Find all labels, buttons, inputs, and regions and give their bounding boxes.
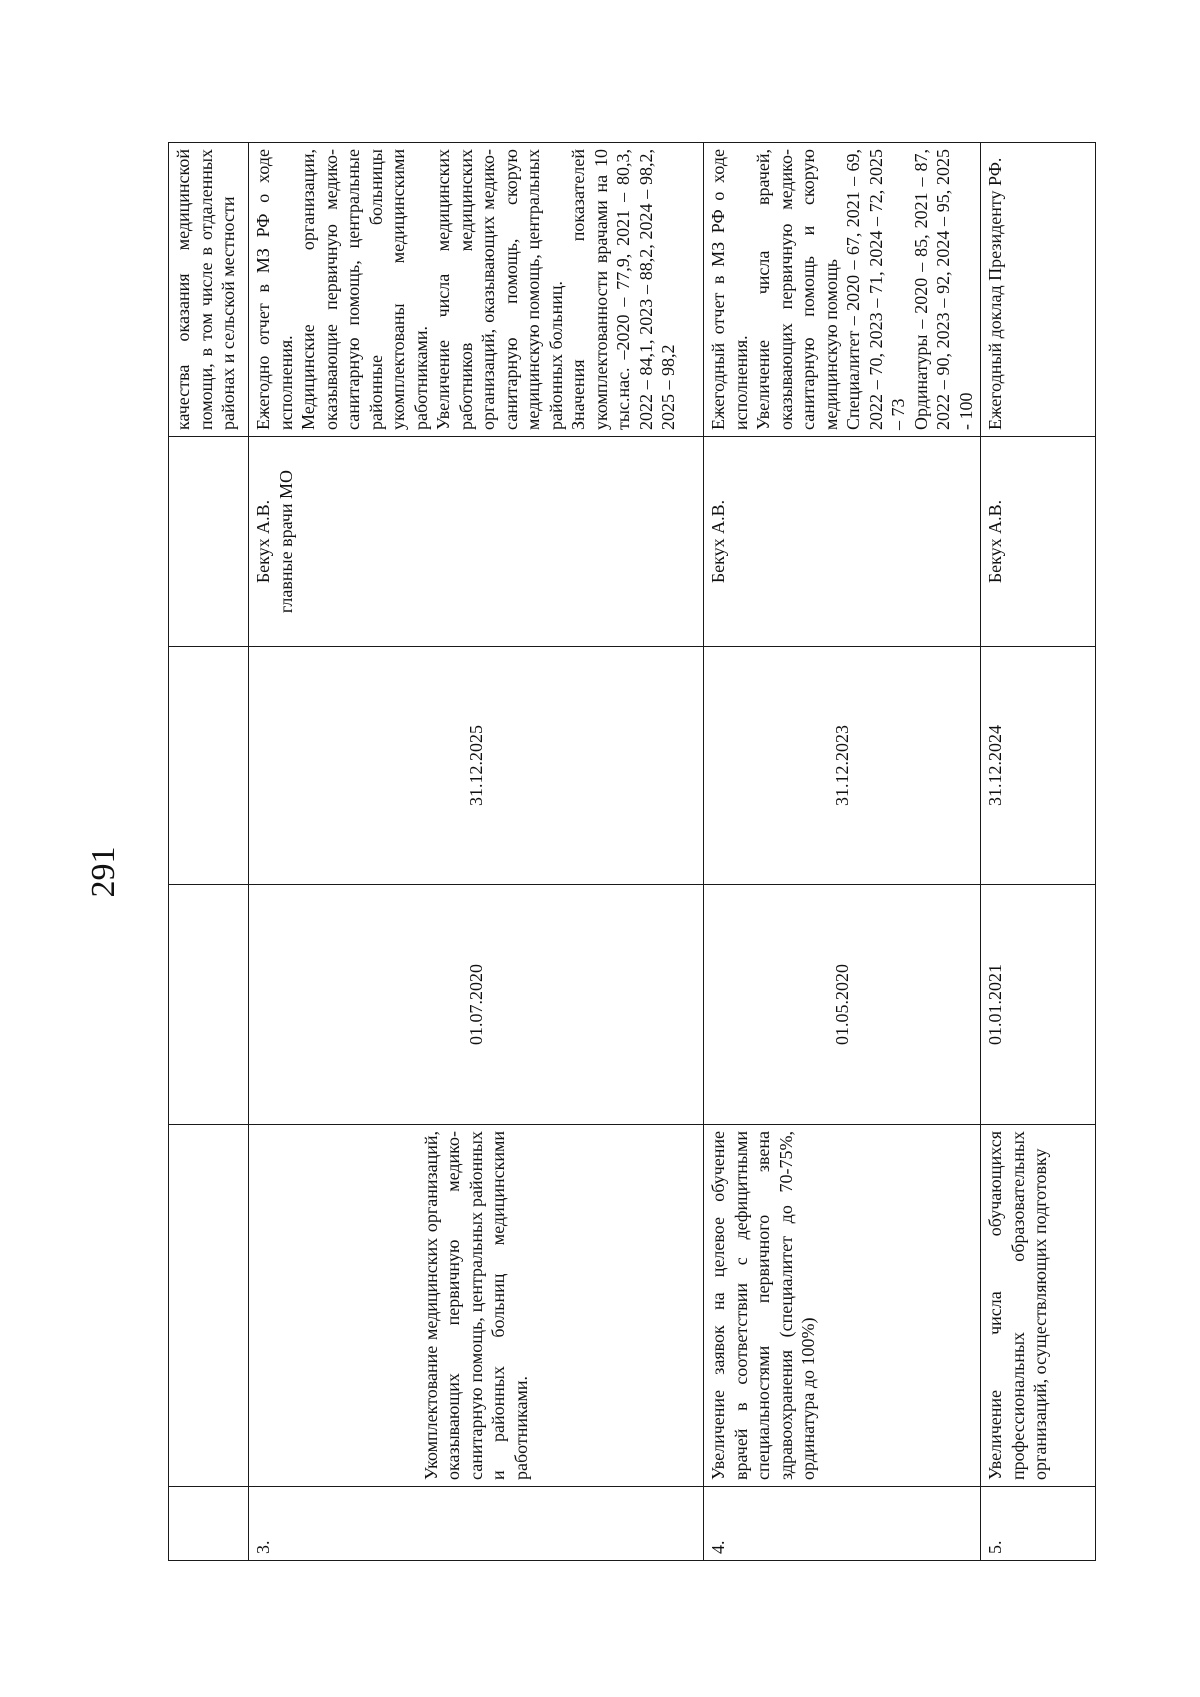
end-date (169, 647, 249, 885)
row-number: 5. (981, 1487, 1096, 1561)
table-row (169, 143, 249, 1561)
responsible: Бекух А.В. главные врачи МО (249, 437, 704, 647)
page-number: 291 (85, 846, 122, 898)
event-description: Увеличение числа обучающихся профессиональных образовательных организаций, осуществляющих подготовку (981, 1125, 1096, 1487)
end-date: 31.12.2025 (249, 647, 704, 885)
plan-table (168, 142, 1096, 1561)
start-date: 01.05.2020 (704, 885, 981, 1125)
rotated-table-wrapper (168, 143, 1068, 1561)
expected-result: Ежегодный доклад Президенту РФ. (981, 143, 1096, 437)
table-row (249, 143, 704, 1561)
start-date: 01.07.2020 (249, 885, 704, 1125)
end-date: 31.12.2024 (981, 647, 1096, 885)
expected-result: Ежегодно отчет в МЗ РФ о ходе исполнения. Медицинские организации, оказывающие первичную медико-санитарную помощь, центральные районные больницы укомплектованы медицинскими работниками. Увеличение числа медицинских работников медицинских организаций, оказывающих медико-санитарную помощь, скорую медицинскую помощь, центральных районных больниц. Значения показателей укомплектованности врачами на 10 тыс.нас. –2020 – 77,9, 2021 – 80,3, 2022 – 84,1, 2023 – 88,2, 2024 – 98,2, 2025 – 98,2 (249, 143, 704, 437)
row-number (169, 1487, 249, 1561)
responsible: Бекух А.В. (704, 437, 981, 647)
row-number: 3. (249, 1487, 704, 1561)
table-row (704, 143, 981, 1561)
expected-result: качества оказания медицинской помощи, в том числе в отдаленных районах и сельской местности (169, 143, 249, 437)
event-description: Укомплектование медицинских организаций, оказывающих первичную медико-санитарную помощь, центральных районных и районных больниц медицинскими работниками. (249, 1125, 704, 1487)
responsible: Бекух А.В. (981, 437, 1096, 647)
end-date: 31.12.2023 (704, 647, 981, 885)
event-description (169, 1125, 249, 1487)
expected-result: Ежегодный отчет в МЗ РФ о ходе исполнения. Увеличение числа врачей, оказывающих первичную медико-санитарную помощь и скорую медицинскую помощь Специалитет – 2020 – 67, 2021 – 69, 2022 – 70, 2023 – 71, 2024 – 72, 2025 – 73 Ординатуры – 2020 – 85, 2021 – 87, 2022 – 90, 2023 – 92, 2024 – 95, 2025 - 100 (704, 143, 981, 437)
responsible (169, 437, 249, 647)
table-row (981, 143, 1096, 1561)
start-date: 01.01.2021 (981, 885, 1096, 1125)
row-number: 4. (704, 1487, 981, 1561)
event-description: Увеличение заявок на целевое обучение врачей в соответствии с дефицитными специальностями первичного звена здравоохранения (специалитет до 70-75%, ординатура до 100%) (704, 1125, 981, 1487)
start-date (169, 885, 249, 1125)
